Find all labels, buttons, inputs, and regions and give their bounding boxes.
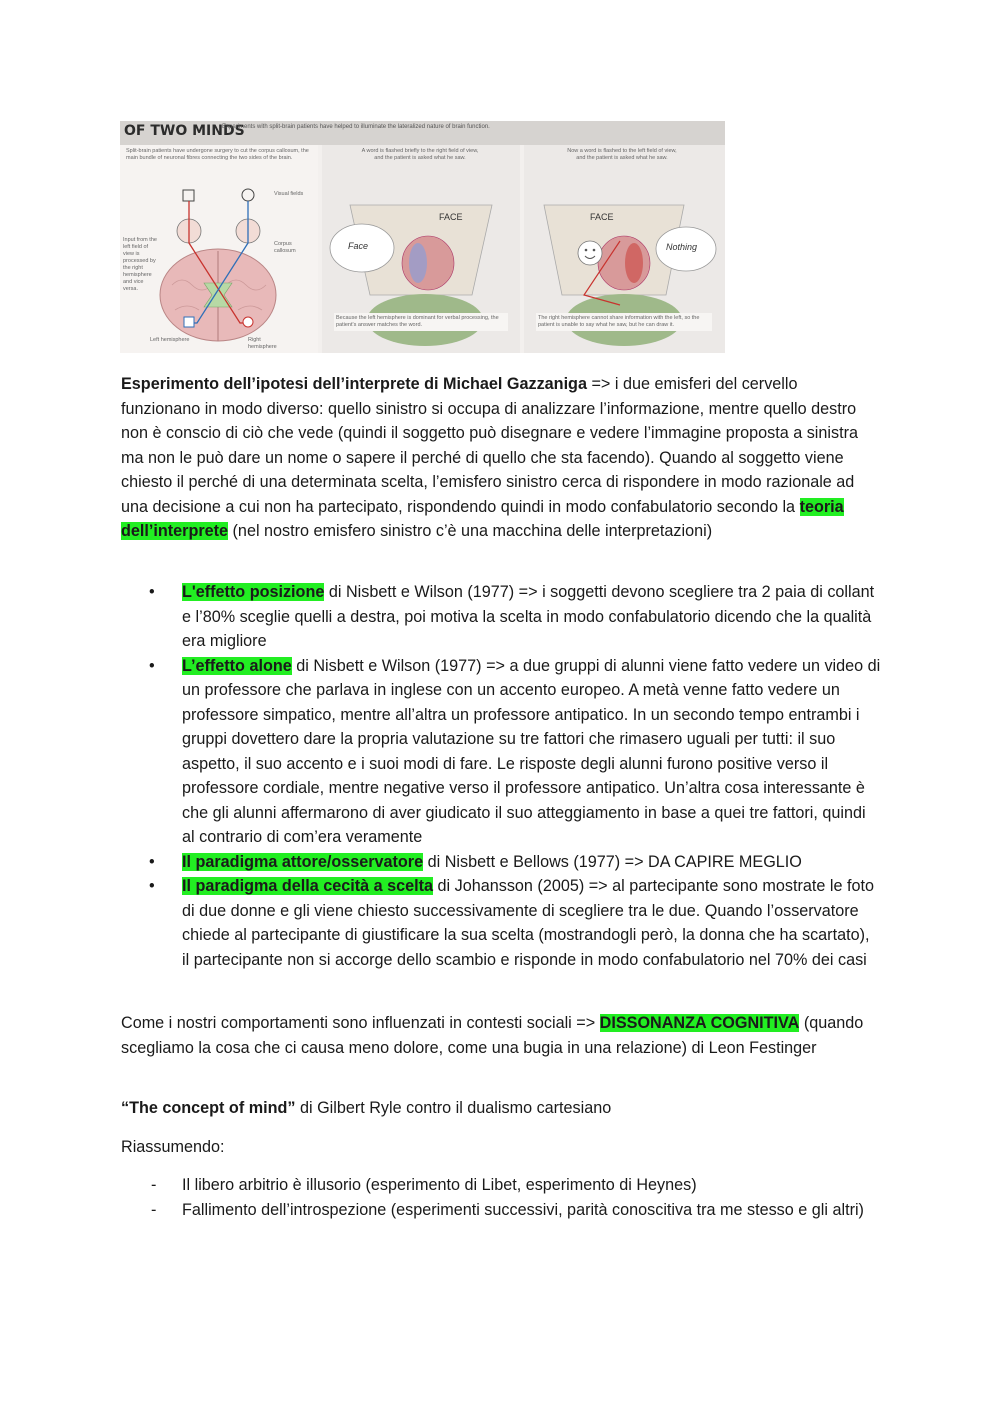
panel1-corpus-label: Corpus callosum	[274, 241, 296, 254]
panel2-caption: A word is flashed briefly to the right field of view, and the patient is asked what he saw.	[361, 148, 479, 161]
bullet-text: di Nisbett e Wilson (1977) => a due gruppi di alunni viene fatto vedere un video di un professore che parlava in inglese con un accento europeo. A metà venne fatto vedere un professore simpatico, mentre all’altra un professore antipatico. In un secondo tempo entrambi i gruppi dovettero dare la propria valutazione su tre fattori che rimasero uguali per tutti: il suo aspetto, il suo accento e i suoi modi di fare. Le risposte degli alunni furono positive verso il professore cordiale, mentre negative verso il professore antipatico. Un’altra cosa interessante è che gli alunni affermarono di aver giudicato il suo atteggiamento in base a quei tre fattori, quindi al contrario di com’era veramente	[182, 656, 881, 846]
panel2-screen-word: FACE	[439, 212, 463, 222]
dash-marker: -	[151, 1200, 157, 1219]
dash-item	[121, 1173, 881, 1198]
panel1-visual-label: Visual fields	[274, 191, 304, 197]
bullet-marker: •	[149, 877, 155, 895]
highlight-dissonanza-cognitiva: DISSONANZA COGNITIVA	[599, 1014, 800, 1032]
paragraph-gazzaniga	[121, 372, 881, 544]
figure-title: OF TWO MINDS	[124, 123, 245, 139]
panel1-left-label: Left hemisphere	[150, 337, 190, 343]
paragraph-riassumendo: Riassumendo:	[121, 1138, 225, 1156]
bullet-marker: •	[149, 656, 155, 675]
left-field-square-icon	[183, 190, 194, 201]
figure-panel-right-field	[322, 145, 520, 353]
bullet-highlight: L'effetto posizione	[182, 583, 325, 601]
bullet-item	[121, 850, 881, 875]
panel2-bottom-caption: Because the left hemisphere is dominant for verbal processing, the patient's answer matches the word.	[334, 313, 508, 331]
bullet-highlight: Il paradigma attore/osservatore	[182, 852, 424, 871]
panel2-bubble-text: Face	[348, 241, 369, 251]
figure-subtitle: Experiments with split-brain patients have helped to illuminate the lateralized nature of brain function.	[222, 124, 490, 130]
split-brain-figure	[120, 121, 725, 353]
smiley-drawing-icon	[578, 241, 602, 265]
ryle-title: “The concept of mind”	[121, 1099, 296, 1117]
panel1-right-label: Right hemisphere	[248, 337, 277, 350]
paragraph-gazzaniga-body: => i due emisferi del cervello funzionano in modo diverso: quello sinistro si occupa di analizzare l’informazione, mentre quello destro non è conscio di ciò che vede (quindi il soggetto può disegnare e vedere l’immagine proposta a sinistra ma non le può dare un nome o sapere il perché di quello che sta facendo). Quando al soggetto viene chiesto il perché di una determinata scelta, l’emisfero sinistro cerca di rispondere in modo razionale ad una decisione a cui non ha partecipato, rispondendo quindi in modo confabulatorio secondo la	[121, 375, 858, 516]
bullet-item	[121, 654, 881, 850]
paragraph-gazzaniga-end: (nel nostro emisfero sinistro c’è una macchina delle interpretazioni)	[228, 522, 713, 540]
bullet-highlight: Il paradigma della cecità a scelta	[182, 877, 434, 895]
panel3-caption: Now a word is flashed to the left field of view, and the patient is asked what he saw.	[567, 148, 677, 161]
right-target-circle-icon	[243, 317, 253, 327]
paragraph-ryle	[121, 1096, 881, 1121]
brain-diagram	[120, 145, 318, 353]
bullet-item	[121, 874, 881, 972]
dash-marker: -	[151, 1176, 157, 1194]
dash-text: Il libero arbitrio è illusorio (esperimento di Libet, esperimento di Heynes)	[182, 1176, 697, 1194]
panel3-bubble-text: Nothing	[666, 242, 698, 252]
left-target-square-icon	[184, 317, 194, 327]
ryle-text: di Gilbert Ryle contro il dualismo cartesiano	[295, 1099, 612, 1117]
dash-text: Fallimento dell’introspezione (esperimenti successivi, parità conoscitiva tra me stesso e gli altri)	[182, 1200, 864, 1219]
paragraph-dissonanza	[121, 1011, 881, 1060]
bullet-text: di Johansson (2005) => al partecipante sono mostrate le foto di due donne e gli viene chiesto successivamente di scegliere tra le due. Quando l’osservatore chiede al partecipante di giustificare la sua scelta (mostrandogli però, la donna che ha scartato), il partecipante non si accorge dello scambio e risponde in modo confabulatorio nel 70% dei casi	[182, 877, 874, 969]
panel1-input-label: Input from the left field of view is processed by the right hemisphere and vice versa.	[123, 237, 157, 292]
panel3-screen-word: FACE	[590, 212, 614, 222]
paragraph-gazzaniga-title: Esperimento dell’ipotesi dell’interprete di Michael Gazzaniga	[121, 375, 587, 393]
dash-item	[121, 1198, 881, 1223]
bullet-text: di Nisbett e Wilson (1977) => i soggetti devono scegliere tra 2 paia di collant e l’80% sceglie quelli a destra, poi motiva la scelta in modo confabulatorio dicendo che la qualità era migliore	[182, 583, 875, 650]
highlight-teoria-interprete: teoria dell’interprete	[121, 497, 844, 540]
panel3-bottom-caption: The right hemisphere cannot share information with the left, so the patient is unable to say what he saw, but he can draw it.	[536, 313, 712, 331]
bullet-item	[121, 580, 881, 654]
figure-panel-brain	[120, 145, 318, 353]
bullet-text: di Nisbett e Bellows (1977) => DA CAPIRE MEGLIO	[423, 852, 802, 871]
bullet-highlight: L’effetto alone	[182, 656, 292, 675]
bullet-list-effects	[121, 580, 881, 972]
figure-panel-left-field	[524, 145, 725, 353]
panel1-caption: Split-brain patients have undergone surgery to cut the corpus callosum, the main bundle of neuronal fibres connecting the two sides of the brain.	[126, 148, 309, 161]
paragraph-dissonanza-body: (quando scegliamo la cosa che ci causa meno dolore, come una bugia in una relazione) di Leon Festinger	[121, 1014, 864, 1057]
right-field-circle-icon	[242, 189, 254, 201]
bullet-marker: •	[149, 583, 155, 601]
paragraph-dissonanza-lead: Come i nostri comportamenti sono influenzati in contesti sociali =>	[121, 1014, 600, 1032]
dash-list-summary	[121, 1173, 881, 1222]
bullet-marker: •	[149, 852, 155, 871]
